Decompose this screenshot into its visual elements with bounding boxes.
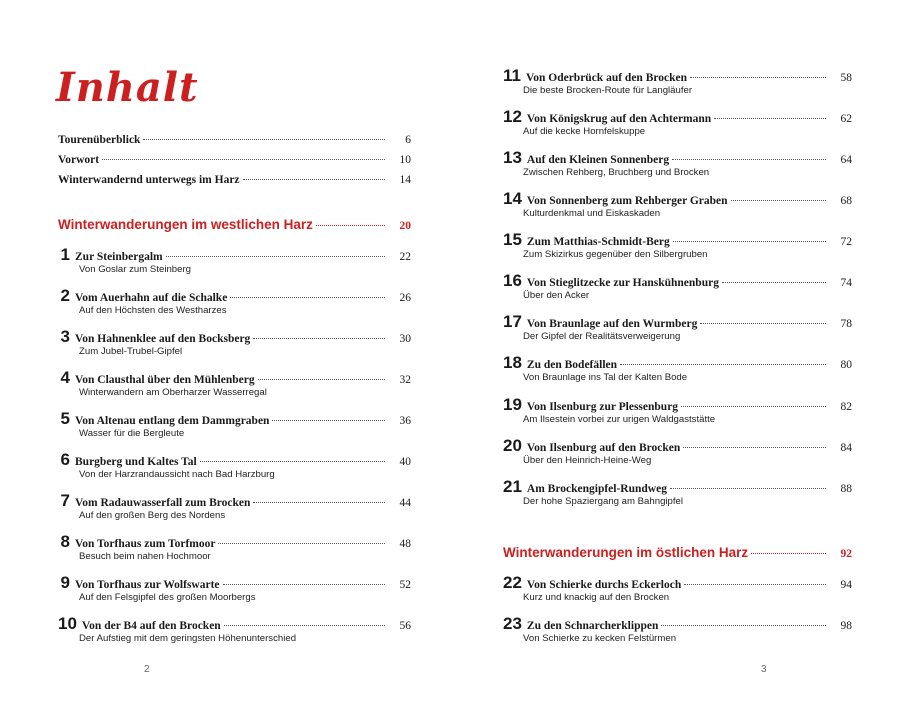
tour-title: Von Torfhaus zum Torfmoor (75, 538, 216, 550)
tour-number: 12 (503, 107, 522, 126)
tour-number: 19 (503, 395, 522, 414)
tour-title: Zu den Bodefällen (526, 359, 618, 371)
tour-page-number: 52 (399, 579, 411, 591)
tour-page-number: 72 (840, 236, 852, 248)
tour-page-number: 30 (399, 333, 411, 345)
tour-subtitle: Wasser für die Bergleute (79, 428, 185, 439)
toc-page-number: 6 (405, 134, 411, 146)
toc-entry[interactable] (503, 312, 852, 332)
tour-page-number: 88 (840, 483, 852, 495)
tour-number: 9 (60, 573, 70, 592)
tour-page-number: 44 (399, 497, 411, 509)
section-heading[interactable] (58, 217, 411, 232)
dot-leader (102, 159, 385, 160)
dot-leader (230, 297, 385, 298)
tour-subtitle: Von Goslar zum Steinberg (79, 264, 191, 275)
tour-subtitle: Zum Jubel-Trubel-Gipfel (79, 346, 183, 357)
dot-leader (258, 379, 385, 380)
tour-subtitle: Zwischen Rehberg, Bruchberg und Brocken (523, 167, 710, 178)
tour-page-number: 22 (399, 251, 411, 263)
toc-entry[interactable] (503, 353, 852, 373)
dot-leader (681, 406, 826, 407)
dot-leader (714, 118, 826, 119)
tour-number: 6 (60, 450, 70, 469)
toc-entry[interactable] (58, 409, 411, 429)
toc-row[interactable] (58, 134, 411, 146)
toc-entry[interactable] (58, 368, 411, 388)
dot-leader (272, 420, 385, 421)
tour-title: Von Stieglitzecke zur Hanskühnenburg (526, 277, 719, 289)
toc-entry[interactable] (58, 614, 411, 634)
tour-number: 23 (503, 614, 522, 633)
dot-leader (143, 139, 385, 140)
tour-subtitle: Über den Heinrich-Heine-Weg (523, 455, 652, 466)
dot-leader (253, 338, 385, 339)
tour-number: 5 (60, 409, 70, 428)
dot-leader (690, 77, 826, 78)
section-page-number: 92 (840, 548, 852, 560)
toc-entry[interactable] (503, 271, 852, 291)
dot-leader (672, 159, 826, 160)
tour-page-number: 36 (399, 415, 411, 427)
dot-leader (722, 282, 826, 283)
tour-number: 1 (60, 245, 70, 264)
dot-leader (218, 543, 385, 544)
dot-leader (316, 225, 385, 226)
toc-entry[interactable] (503, 66, 852, 86)
tour-title: Von Schierke durchs Eckerloch (526, 579, 682, 591)
tour-title: Von Sonnenberg zum Rehberger Graben (526, 195, 728, 207)
dot-leader (620, 364, 826, 365)
dot-leader (700, 323, 826, 324)
toc-entry[interactable] (503, 573, 852, 593)
page-title: Inhalt (56, 64, 199, 111)
dot-leader (253, 502, 385, 503)
tour-page-number: 48 (399, 538, 411, 550)
toc-entry[interactable] (58, 327, 411, 347)
dot-leader (223, 584, 385, 585)
toc-entry[interactable] (58, 532, 411, 552)
tour-number: 17 (503, 312, 522, 331)
tour-page-number: 58 (840, 72, 852, 84)
tour-title: Am Brockengipfel-Rundweg (526, 483, 667, 495)
tour-number: 20 (503, 436, 522, 455)
tour-page-number: 68 (840, 195, 852, 207)
tour-title: Burgberg und Kaltes Tal (75, 456, 197, 468)
toc-entry[interactable] (503, 148, 852, 168)
tour-subtitle: Über den Acker (523, 290, 590, 301)
toc-entry[interactable] (503, 189, 852, 209)
page-number-footer: 2 (144, 664, 150, 675)
tour-number: 3 (60, 327, 70, 346)
tour-subtitle: Auf den großen Berg des Nordens (79, 510, 226, 521)
dot-leader (670, 488, 826, 489)
tour-number: 10 (58, 614, 77, 633)
tour-page-number: 74 (840, 277, 852, 289)
dot-leader (683, 447, 826, 448)
tour-page-number: 80 (840, 359, 852, 371)
tour-page-number: 56 (399, 620, 411, 632)
tour-page-number: 64 (840, 154, 852, 166)
tour-title: Von Oderbrück auf den Brocken (525, 72, 688, 84)
tour-subtitle: Kurz und knackig auf den Brocken (523, 592, 670, 603)
tour-number: 18 (503, 353, 522, 372)
tour-page-number: 78 (840, 318, 852, 330)
tour-subtitle: Winterwandern am Oberharzer Wasserregal (79, 387, 267, 398)
tour-subtitle: Kulturdenkmal und Eiskaskaden (523, 208, 661, 219)
tour-subtitle: Der Gipfel der Realitätsverweigerung (523, 331, 681, 342)
tour-number: 14 (503, 189, 522, 208)
toc-entry[interactable] (503, 107, 852, 127)
tour-subtitle: Besuch beim nahen Hochmoor (79, 551, 211, 562)
toc-entry[interactable] (503, 436, 852, 456)
tour-subtitle: Die beste Brocken-Route für Langläufer (523, 85, 693, 96)
toc-entry[interactable] (58, 573, 411, 593)
tour-title: Von der B4 auf den Brocken (81, 620, 221, 632)
toc-entry[interactable] (58, 286, 411, 306)
tour-title: Zur Steinbergalm (75, 251, 163, 263)
tour-page-number: 26 (399, 292, 411, 304)
dot-leader (166, 256, 385, 257)
toc-page-number: 14 (399, 174, 411, 186)
tour-page-number: 40 (399, 456, 411, 468)
dot-leader (751, 553, 826, 554)
toc-entry[interactable] (58, 450, 411, 470)
tour-title: Von Ilsenburg auf den Brocken (526, 442, 681, 454)
toc-entry[interactable] (58, 245, 411, 265)
tour-subtitle: Der hohe Spaziergang am Bahngipfel (523, 496, 684, 507)
tour-page-number: 82 (840, 401, 852, 413)
toc-label: Tourenüberblick (58, 134, 141, 146)
tour-title: Von Altenau entlang dem Dammgraben (75, 415, 270, 427)
tour-subtitle: Von Braunlage ins Tal der Kalten Bode (523, 372, 688, 383)
toc-entry[interactable] (503, 477, 852, 497)
toc-row[interactable] (58, 174, 411, 186)
tour-page-number: 94 (840, 579, 852, 591)
tour-title: Von Ilsenburg zur Plessenburg (526, 401, 679, 413)
tour-title: Von Braunlage auf den Wurmberg (526, 318, 698, 330)
toc-entry[interactable] (503, 614, 852, 634)
toc-entry[interactable] (503, 395, 852, 415)
tour-number: 4 (60, 368, 70, 387)
dot-leader (731, 200, 826, 201)
tour-subtitle: Auf den Felsgipfel des großen Moorbergs (79, 592, 256, 603)
tour-number: 7 (60, 491, 70, 510)
toc-page-number: 10 (399, 154, 411, 166)
page-number-footer: 3 (761, 664, 767, 675)
dot-leader (684, 584, 826, 585)
section-page-number: 20 (399, 220, 411, 232)
tour-number: 22 (503, 573, 522, 592)
tour-number: 16 (503, 271, 522, 290)
toc-row[interactable] (58, 154, 411, 166)
tour-subtitle: Der Aufstieg mit dem geringsten Höhenunterschied (79, 633, 297, 644)
toc-entry[interactable] (58, 491, 411, 511)
tour-number: 15 (503, 230, 522, 249)
dot-leader (224, 625, 385, 626)
dot-leader (673, 241, 826, 242)
dot-leader (243, 179, 385, 180)
tour-title: Von Königskrug auf den Achtermann (526, 113, 712, 125)
tour-title: Von Clausthal über den Mühlenberg (75, 374, 255, 386)
tour-number: 8 (60, 532, 70, 551)
tour-number: 11 (503, 66, 521, 85)
tour-title: Zum Matthias-Schmidt-Berg (526, 236, 670, 248)
section-label: Winterwanderungen im westlichen Harz (58, 217, 313, 232)
tour-number: 2 (60, 286, 70, 305)
tour-number: 13 (503, 148, 522, 167)
tour-title: Zu den Schnarcherklippen (526, 620, 659, 632)
toc-entry[interactable] (503, 230, 852, 250)
tour-subtitle: Am Ilsestein vorbei zur urigen Waldgaststätte (523, 414, 716, 425)
tour-title: Von Hahnenklee auf den Bocksberg (75, 333, 251, 345)
toc-label: Vorwort (58, 154, 100, 166)
tour-title: Vom Radauwasserfall zum Brocken (75, 497, 251, 509)
right-page (455, 0, 910, 701)
tour-subtitle: Von der Harzrandaussicht nach Bad Harzburg (79, 469, 275, 480)
tour-page-number: 32 (399, 374, 411, 386)
tour-subtitle: Zum Skizirkus gegenüber den Silbergruben (523, 249, 708, 260)
dot-leader (200, 461, 385, 462)
tour-subtitle: Auf den Höchsten des Westharzes (79, 305, 227, 316)
tour-page-number: 62 (840, 113, 852, 125)
tour-title: Vom Auerhahn auf die Schalke (75, 292, 228, 304)
section-heading[interactable] (503, 545, 852, 560)
tour-page-number: 98 (840, 620, 852, 632)
dot-leader (661, 625, 826, 626)
section-label: Winterwanderungen im östlichen Harz (503, 545, 749, 560)
tour-subtitle: Auf die kecke Hornfelskuppe (523, 126, 646, 137)
toc-label: Winterwandernd unterwegs im Harz (58, 174, 240, 186)
tour-number: 21 (503, 477, 522, 496)
tour-subtitle: Von Schierke zu kecken Felstürmen (523, 633, 677, 644)
tour-title: Auf den Kleinen Sonnenberg (526, 154, 670, 166)
tour-title: Von Torfhaus zur Wolfswarte (75, 579, 220, 591)
tour-page-number: 84 (840, 442, 852, 454)
